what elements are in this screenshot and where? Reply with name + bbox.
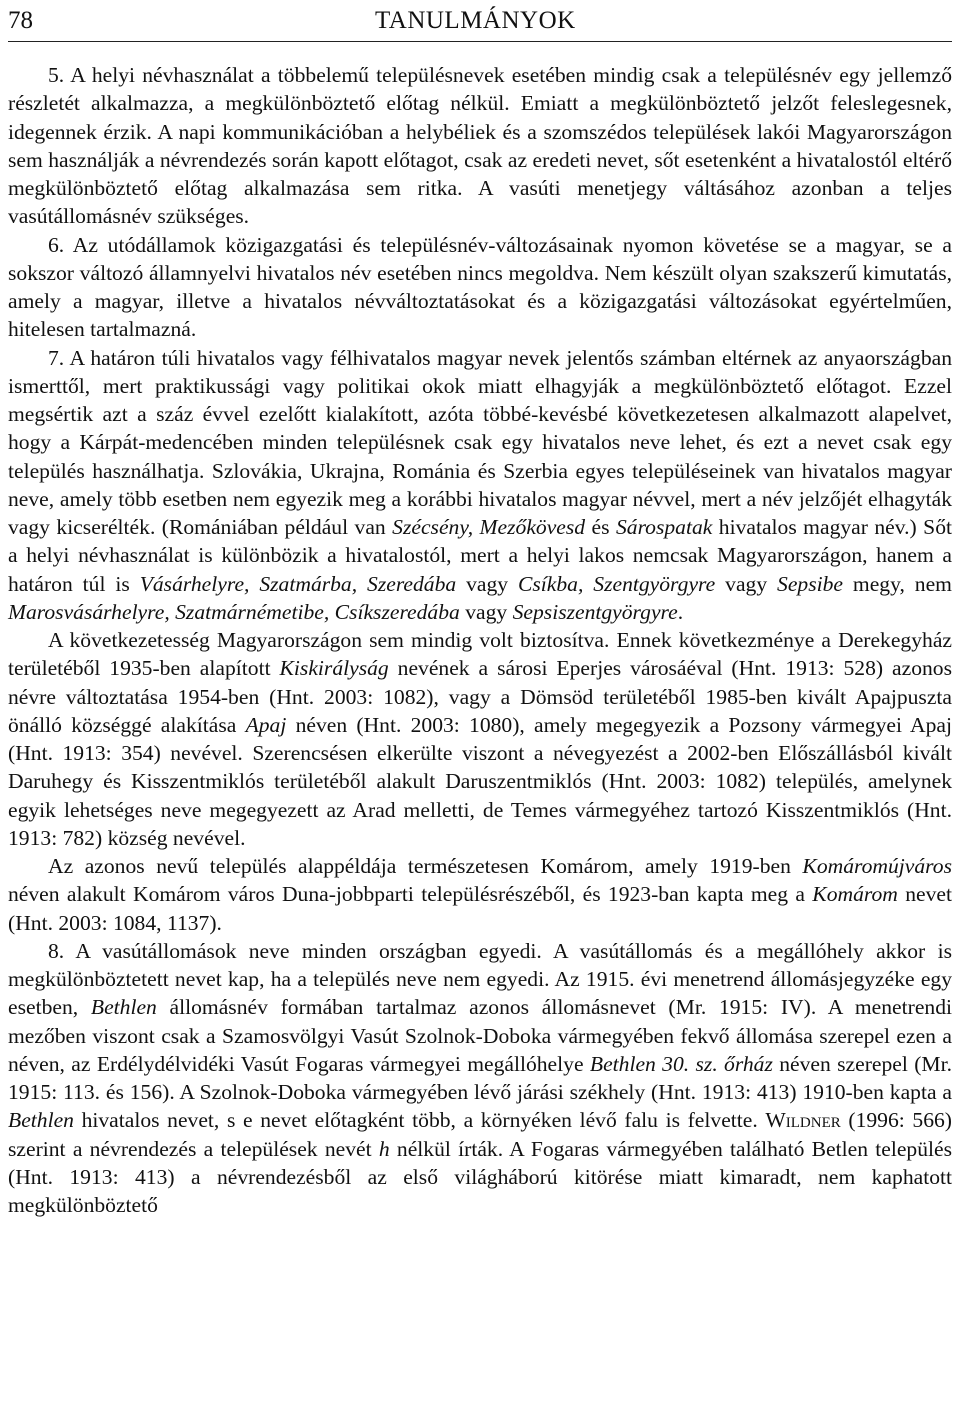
page-number: 78: [8, 7, 33, 34]
text-run: hivatalos magyar név.) Sőt a helyi névhasználat is különbözik a hivatalostól, mert a helyi lakos nemcsak Magyarországon, hanem a határon túl is: [8, 515, 952, 596]
italic-text: Csíkba, Szentgyörgyre: [518, 571, 716, 596]
italic-text: h: [378, 1136, 390, 1161]
text-run: A következetesség Magyarországon sem mindig volt biztosítva. Ennek következménye a Derekegyház területéből 1935-ben alapított: [8, 628, 952, 681]
author-name: Wildner: [765, 1108, 841, 1133]
document-page: [8, 0, 953, 1217]
italic-text: Bethlen 30. sz. őrház: [589, 1051, 773, 1076]
text-run: néven alakult Komárom város Duna-jobbparti településrészéből, és 1923-ban kapta meg a: [8, 882, 813, 907]
page-header: [8, 0, 952, 38]
text-run: hivatalos nevet, s e nevet előtagként több, a környéken lévő falu is felvette.: [73, 1108, 766, 1133]
text-run: 8. A vasútállomások neve minden országban egyedi. A vasútállomás és a megállóhely akkor is megkülönböztetett nevet kap, ha a település neve nem egyedi. Az 1915. évi menetrend állomásjegyzéke egy esetben,: [8, 938, 952, 1020]
paragraph: [8, 626, 952, 852]
italic-text: Apaj: [245, 712, 287, 737]
text-run: vagy: [459, 599, 513, 624]
paragraph: [8, 937, 952, 1220]
italic-text: Marosvásárhelyre, Szatmárnémetibe, Csíkszeredába: [8, 599, 460, 624]
running-title: TANULMÁNYOK: [375, 7, 576, 34]
italic-text: Kiskirályság: [279, 656, 389, 681]
italic-text: Komárom: [812, 882, 898, 907]
italic-text: Sepsiszentgyörgyre: [512, 599, 678, 624]
text-run: vagy: [715, 571, 778, 596]
text-run: vagy: [456, 571, 518, 596]
paragraph: [8, 852, 952, 937]
paragraph: [8, 231, 952, 344]
text-run: néven szerepel (Mr. 1915: 113. és 156). A Szolnok-Doboka vármegyében lévő járási székhely (Hnt. 1913: 413) 1910-ben kapta a: [8, 1051, 952, 1104]
text-run: 5. A helyi névhasználat a többelemű településnevek esetében mindig csak a településnév egy jellemző részletét alkalmazza, a megkülönböztető előtag nélkül. Emiatt a megkülönböztető jelzőt feleslegesnek, idegennek érzik. A napi kommunikációban a helybéliek és a szomszédos települések lakói Magyarországon sem használják a névrendezés során kapott előtagot, csak az eredeti nevet, sőt esetenként a hivatalostól eltérő megkülönböztető előtag alkalmazása sem ritka. A vasúti menetjegy váltásához azonban a teljes vasútállomásnév szükséges.: [8, 63, 952, 229]
italic-text: Bethlen: [8, 1108, 74, 1133]
text-run: állomásnév formában tartalmaz azonos állomásnevet (Mr. 1915: IV). A menetrendi mezőben viszont csak a Szamosvölgyi Vasút Szolnok-Doboka vármegyében fekvő állomása szerepel ezen a néven, az Erdélydélvidéki Vasút Fogaras vármegyei megállóhelye: [8, 995, 953, 1076]
text-run: 6. Az utódállamok közigazgatási és településnév-változásainak nyomon követése se a magyar, se a sokszor változó államnyelvi hivatalos név esetében nincs megoldva. Nem készült olyan szakszerű kimutatás, amely a magyar, illetve a hivatalos névváltoztatásokat és a közigazgatási változásokat egyértelműen, hitelesen tartalmazná.: [8, 232, 952, 342]
text-run: megy, nem: [843, 571, 952, 596]
text-run: nevet (Hnt. 2003: 1084, 1137).: [8, 882, 952, 935]
text-run: .: [677, 599, 684, 624]
italic-text: Sárospatak: [615, 515, 713, 539]
italic-text: Sepsibe: [777, 571, 843, 596]
paragraph: [8, 344, 952, 627]
italic-text: Szécsény, Mezőkövesd: [392, 515, 586, 539]
italic-text: Vásárhelyre, Szatmárba, Szeredába: [139, 571, 457, 596]
paragraph: [8, 61, 952, 231]
text-run: és: [585, 515, 616, 539]
body-text: [8, 61, 952, 1219]
text-run: (1996: 566) szerint a névrendezés a települések nevét: [8, 1108, 952, 1161]
text-run: nevének a sárosi Eperjes városáéval (Hnt. 1913: 528) azonos névre változtatása 1954-ben (Hnt. 2003: 1082), vagy a Dömsöd területéből 1985-ben kivált Apajpuszta önálló községgé alakítása: [8, 656, 953, 737]
header-rule: [8, 41, 952, 42]
italic-text: Bethlen: [90, 995, 157, 1020]
text-run: néven (Hnt. 2003: 1080), amely megegyezik a Pozsony vármegyei Apaj (Hnt. 1913: 354) nevével. Szerencsésen elkerülte viszont a névegyezést a 2002-ben Előszállásból kivált Daruhegy és Kisszentmiklós területéből alakult Daruszentmiklós (Hnt. 2003: 1082) település, amelynek egyik lehetséges neve megegyezett az Arad melletti, de Temes vármegyéhez tartozó Kisszentmiklós (Hnt. 1913: 782) község nevével.: [8, 712, 952, 850]
text-run: Az azonos nevű település alappéldája természetesen Komárom, amely 1919-ben: [48, 854, 803, 878]
italic-text: Komáromújváros: [802, 854, 952, 878]
text-run: 7. A határon túli hivatalos vagy félhivatalos magyar nevek jelentős számban eltérnek az anyaországban ismerttől, mert praktikussági vagy politikai okok miatt elhagyják a megkülönböztető előtagot. Ezzel megsértik azt a száz évvel ezelőtt kialakított, azóta többé-kevésbé következetesen alkalmazott alapelvet, hogy a Kárpát-medencében minden településnek csak egy hivatalos neve lehet, és ezt a nevet csak egy település használhatja. Szlovákia, Ukrajna, Románia és Szerbia egyes településeinek van hivatalos magyar neve, amely több esetben nem egyezik meg a korábbi hivatalos magyar névvel, mert a név jelzőjét elhagyták vagy kicserélték. (Romániában például van: [8, 345, 952, 539]
text-run: nélkül írták. A Fogaras vármegyében található Betlen település (Hnt. 1913: 413) a névrendezésből az első világháború kitörése miatt kimaradt, nem kaphatott megkülönböztető: [8, 1136, 952, 1217]
